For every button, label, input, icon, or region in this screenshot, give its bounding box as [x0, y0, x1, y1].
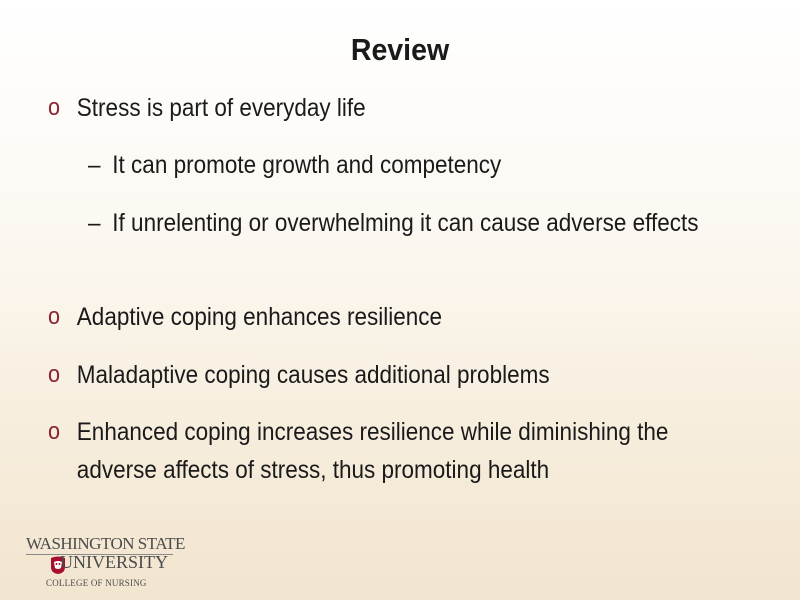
- sub-bullet-item: [88, 204, 700, 242]
- bullet-item: [48, 413, 750, 489]
- sub-bullet-item: [88, 146, 700, 184]
- logo-line-university: UNIVERSITY: [60, 552, 168, 572]
- sub-bullet-text: It can promote growth and competency: [112, 151, 502, 179]
- bullet-text: Enhanced coping increases resilience while diminishing the adverse affects of stress, thus promoting health: [76, 418, 669, 484]
- bullet-marker: o: [48, 361, 61, 388]
- wsu-logo: [26, 534, 186, 594]
- bullet-item: [48, 298, 750, 336]
- sub-bullet-marker: –: [88, 209, 101, 237]
- bullet-item: [48, 356, 750, 394]
- bullet-text: Maladaptive coping causes additional problems: [76, 361, 550, 389]
- bullet-text: Adaptive coping enhances resilience: [76, 303, 443, 331]
- bullet-item: [48, 89, 750, 127]
- bullet-marker: o: [48, 418, 61, 445]
- bullet-marker: o: [48, 94, 61, 121]
- slide-title: Review: [350, 32, 450, 67]
- logo-line-washington-state: WASHINGTON STATE: [26, 534, 185, 553]
- sub-bullet-marker: –: [88, 151, 101, 179]
- bullet-marker: o: [48, 303, 61, 330]
- bullet-text: Stress is part of everyday life: [76, 94, 366, 122]
- sub-bullet-text: If unrelenting or overwhelming it can cause adverse effects: [112, 209, 699, 237]
- logo-line-college-of-nursing: COLLEGE OF NURSING: [46, 578, 147, 588]
